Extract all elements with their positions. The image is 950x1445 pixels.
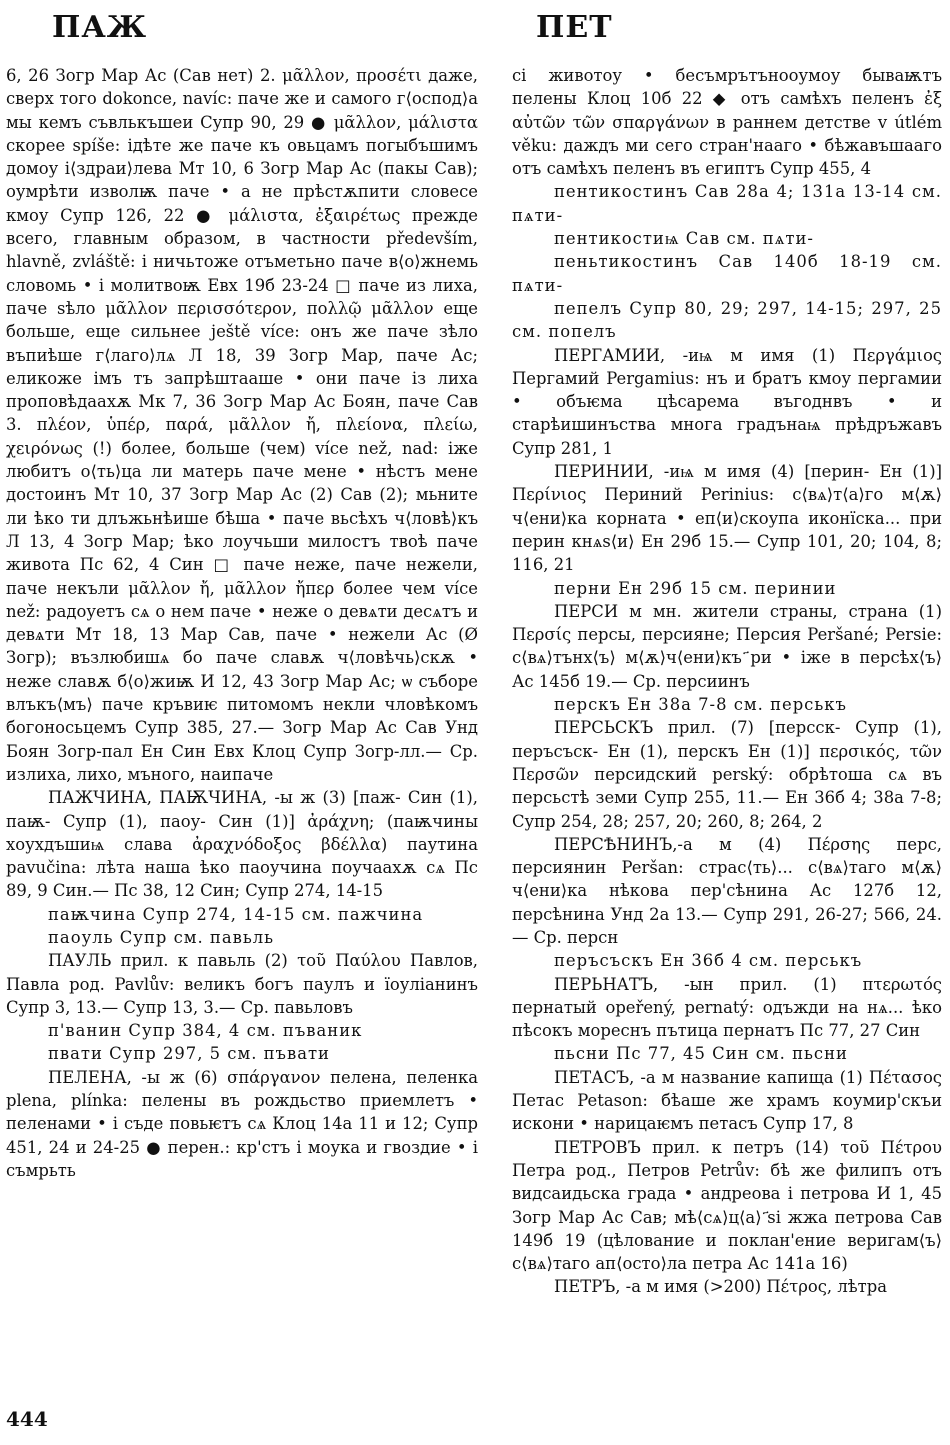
- entry-petas: ПЕТАСЪ, -а м название капища (1) Πέτασος Петас Petason: бѣаше же храмъ коумир'скъи искони • нарицаѥмъ петасъ Супр 17, 8: [512, 1067, 942, 1134]
- entry-continuation: 6, 26 Зогр Мар Ас (Сав нет) 2. μᾶλλον, προσέτι даже, сверх того dokonce, navíc: паче же и самого г⟨оспод⟩а мы кемъ съвлькъшеи Супр 90, 29 ● μᾶλλον, μάλιστα скорее spíše: ідѣте же паче къ овьцамъ погыбъшимъ домоу і⟨здраи⟩лева Мт 10, 6 Зогр Мар Ас (пакы Сав); оумрѣти изволѭ паче • а не прѣстѫпити словесе кмоу Супр 126, 22 ● μάλιστα, ἐξαιρέτως прежде всего, главным образом, в частности především, hlavně, zvláště: і ничьтоже отъметьно паче в⟨о⟩жнемь словомь • і молитвоѭ Евх 19б 23-24 □ паче из лиха, паче ѕѣло μᾶλλον περισσότερον, πολλῷ μᾶλλον еще больше, еще сильнее ještě více: онъ же паче зѣло въпиѣше г⟨лаго⟩лѧ Л 18, 39 Зогр Мар, паче Ас; еликоже імъ тъ запрѣштааше • они паче із лиха проповѣдаахѫ Мк 7, 36 Зогр Мар Ас Боян, паче Сав 3. πλέον, ὑπέρ, παρά, μᾶλλον ἤ, πλείονα, πλείω, χειρόνως (!) более, больше (чем) více než, nad: іже любитъ о⟨ть⟩ца ли матерь паче мене • нѣстъ мене достоинъ Мт 10, 37 Зогр Мар Ас (2) Сав (2); мьните ли ѣко ти длъжьнѣише бѣша • паче вьсѣхъ ч⟨ловѣ⟩къ Л 13, 4 Зогр Мар; ѣко лоучьши милостъ твоѣ паче живота Пс 62, 4 Син □ паче неже, паче нежели, паче некъли μᾶλλον ἤ, μᾶλλον ἤπερ более чем více než: радоуетъ сѧ о нем паче • неже о девѧти десѧтъ и девѧти Мт 18, 13 Мар Сав, паче • нежели Ас (Ø Зогр); възлюбишѧ бо паче славѫ ч⟨ловѣчь⟩скѫ • неже славѫ б⟨о⟩жиѭ И 12, 43 Зогр Мар Ас; ѡ съборе влъкъ⟨мъ⟩ паче кръвиѥ питомомъ некли чловѣкомъ богоносьцемъ Супр 385, 27.— Зогр Мар Ас Сав Унд Боян Зогр-пал Ен Син Евх Клоц Супр Зогр-лл.— Ср. излиха, лихо, мъного, наипаче: [6, 66, 478, 784]
- entry-persisk: ПЕРСЬСКЪ прил. (7) [персск- Супр (1), перъсъск- Ен (1), перскъ Ен (1)] περσικός, τῶν Περσῶν персидский perský: обрѣтоша сѧ въ персьстѣ земи Супр 255, 11.— Ен 36б 4; 38а 7-8; Супр 254, 28; 257, 20; 260, 8; 264, 2: [512, 718, 942, 831]
- crossref-pesni: пьсни Пс 77, 45 Син см. пьсни: [554, 1044, 848, 1064]
- entry-pelena-continuation: сі животоу • бесъмрътънооумоу бываѭтъ пелены Клоц 10б 22 ◆ отъ самѣхъ пеленъ ἐξ αὐτῶν τῶν σπαργάνων в раннем детстве v útlém věku: даждъ ми сего стран'нааго • бѣжавъшааго отъ самѣхъ пеленъ въ египтъ Супр 455, 4: [512, 66, 942, 179]
- entry-perinii: ПЕРИНИИ, -иѩ м имя (4) [перин- Ен (1)] Περίνιος Периний Perinius: с⟨вѧ⟩т⟨а⟩го м⟨ѫ⟩ч⟨ени⟩ка корната • еп⟨и⟩скоупа иконїска... при перин кнѧѕ⟨и⟩ Ен 29б 15.— Супр 101, 20; 104, 8; 116, 21: [512, 462, 942, 575]
- entry-paul: ПАУЛЬ прил. к павьль (2) τοῦ Παύλου Павлов, Павла род. Pavlův: великъ богъ паулъ и їоуліанинъ Супр 3, 13.— Супр 13, 3.— Ср. павьловъ: [6, 951, 478, 1017]
- page-number: 444: [6, 1407, 48, 1431]
- crossref-pentikostin-2: пеньтикостинъ Сав 140б 18-19 см. пѧти-: [512, 252, 942, 295]
- entry-persenin: ПЕРСѢНИНЪ,-а м (4) Πέρσης перс, персиянин Peršan: страс⟨ть⟩... с⟨вѧ⟩таго м⟨ѫ⟩ч⟨ени⟩ка нѣкова пер'сѣнина Ас 127б 12, персѣнина Унд 2а 13.— Супр 291, 26-27; 566, 24.— Ср. персн: [512, 834, 942, 947]
- crossref-persask: перъсъскъ Ен 36б 4 см. перськъ: [554, 951, 863, 971]
- entry-petrov: ПЕТРОВЪ прил. к петръ (14) τοῦ Πέτρου Петра род., Петров Petrův: бѣ же филипъ отъ видсаидьска града • андреова і петрова И 1, 45 Зогр Мар Ас Сав; мѣ⟨сѧ⟩ц⟨а⟩ ҃ѕі жжа петрова Сав 149б 19 (цѣлование и поклан'ение веригам⟨ъ⟩ с⟨вѧ⟩таго ап⟨осто⟩ла петра Ас 141а 16): [512, 1137, 942, 1274]
- entry-persi: ПЕРСИ м мн. жители страны, страна (1) Περσίς персы, персияне; Персия Peršané; Persie: с⟨вѧ⟩тънх⟨ъ⟩ м⟨ѫ⟩ч⟨ени⟩къ ҃ри • іже в персѣх⟨ъ⟩ Ас 145б 19.— Ср. персиинъ: [512, 601, 942, 691]
- crossref-pazhchina: паѭчина Супр 274, 14-15 см. пажчина: [48, 904, 424, 924]
- running-head-right: ПЕТ: [536, 10, 613, 45]
- crossref-persk: перскъ Ен 38а 7-8 см. перськъ: [554, 695, 847, 715]
- entry-petr: ПЕТРЪ, -а м имя (>200) Πέτρος, лѣтра: [554, 1277, 887, 1297]
- entry-pelena: ПЕЛЕНА, -ы ж (6) σπάργανον пелена, пеленка plena, plínka: пелены въ рождьство приемлетъ • пеленами • і съде повьѥтъ сѧ Клоц 14а 11 и 12; Супр 451, 24 и 24-25 ● перен.: кр'стъ і моука и гвоздие • і съмрьть: [6, 1067, 478, 1180]
- crossref-pentikostia: пентикостиѩ Сав см. пѧти-: [554, 229, 814, 249]
- left-column: [6, 64, 478, 1182]
- crossref-pepel: пепелъ Супр 80, 29; 297, 14-15; 297, 25 см. попелъ: [512, 298, 942, 342]
- crossref-pvati: пвати Супр 297, 5 см. пъвати: [48, 1044, 330, 1064]
- right-column: [512, 64, 942, 1299]
- entry-pazhchina: ПАЖЧИНА, ПАѬЧИНА, -ы ж (3) [паж- Син (1), паѭ- Супр (1), паоу- Син (1)] ἀράχνη; (паѭчины хоухдъшиѩ слава ἀραχνόδοξος βδέλλα) паутина pavučina: лѣта наша ѣко паоучина поучаахѫ сѧ Пс 89, 9 Син.— Пс 38, 12 Син; Супр 274, 14-15: [6, 788, 478, 901]
- entry-pernat: ПЕРЬНАТЪ, -ын прил. (1) πτερωτός пернатый opeřený, pernatý: одъжди на нѧ... ѣко пѣсокъ мореснъ пътица пернатъ Пс 77, 27 Син: [512, 974, 942, 1041]
- crossref-paoul: паоуль Супр см. павьль: [48, 927, 275, 947]
- entry-pergamii: ПЕРГАМИИ, -иѩ м имя (1) Περγάμιος Пергамий Pergamius: нъ и братъ кмоу пергамии • объѥма цѣсарема въгоднвъ • и старѣишинъства многа градънаѩ прѣдръжавъ Супр 281, 1: [512, 345, 942, 458]
- crossref-pvanin: п'ванин Супр 384, 4 см. пъваник: [48, 1021, 363, 1041]
- crossref-pentikostin: пентикостинъ Сав 28а 4; 131а 13-14 см. пѧти-: [512, 182, 942, 225]
- running-head-left: ПАЖ: [52, 10, 148, 45]
- crossref-perni: перни Ен 29б 15 см. перинии: [554, 578, 837, 598]
